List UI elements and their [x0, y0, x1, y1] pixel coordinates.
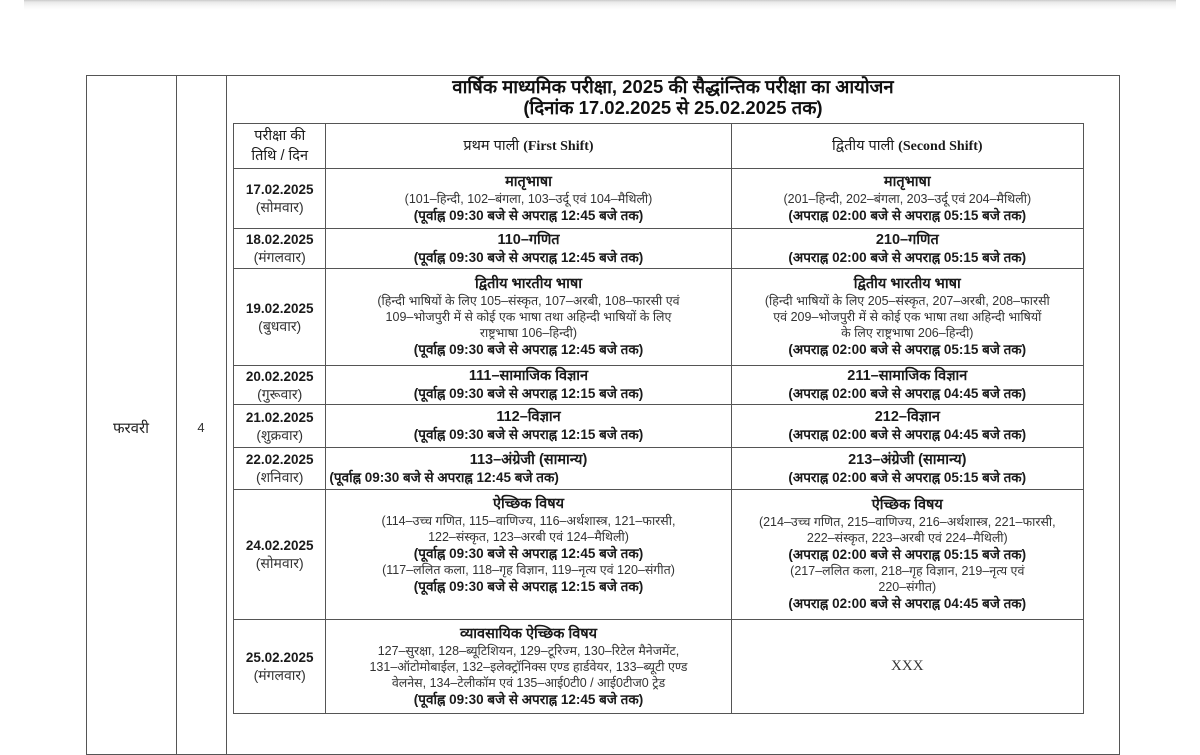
subject: 211–सामाजिक विज्ञान [847, 368, 968, 384]
date-cell [234, 448, 326, 490]
exam-date: 18.02.2025 [245, 232, 314, 247]
header-second-hi: द्वितीय पाली [832, 137, 895, 154]
date-cell [234, 229, 326, 269]
first-shift-cell [326, 169, 731, 229]
header-date-line1: परीक्षा की [254, 128, 306, 144]
subject-codes: के लिए राष्ट्रभाषा 206–हिन्दी) [841, 326, 974, 340]
exam-day: (सोमवार) [255, 555, 304, 571]
exam-time: (अपराह्न 02:00 बजे से अपराह्न 04:45 बजे तक) [788, 386, 1027, 401]
header-second-shift [731, 124, 1083, 169]
header-date-line2: तिथि / दिन [251, 148, 309, 164]
header-date [234, 124, 326, 169]
exam-time: (पूर्वाह्न 09:30 बजे से अपराह्न 12:45 बजे तक) [329, 469, 559, 485]
subject-codes: 220–संगीत) [878, 580, 937, 594]
count-cell: 4 [197, 420, 205, 435]
exam-time: (अपराह्न 02:00 बजे से अपराह्न 04:45 बजे तक) [788, 596, 1027, 611]
exam-date: 17.02.2025 [245, 182, 314, 197]
first-shift-cell [326, 448, 731, 490]
exam-time: (पूर्वाह्न 09:30 बजे से अपराह्न 12:45 बजे तक) [413, 249, 644, 265]
subject-codes: (214–उच्च गणित, 215–वाणिज्य, 216–अर्थशास्त्र, 221–फारसी, [758, 515, 1056, 529]
subject: 112–विज्ञान [496, 409, 561, 425]
table-row [234, 448, 1084, 490]
date-cell [234, 620, 326, 714]
second-shift-cell [731, 229, 1083, 269]
exam-time: (पूर्वाह्न 09:30 बजे से अपराह्न 12:15 बजे तक) [413, 386, 644, 401]
exam-day: (बुधवार) [258, 317, 302, 334]
exam-time: (अपराह्न 02:00 बजे से अपराह्न 05:15 बजे तक) [788, 342, 1027, 357]
exam-day: (मंगलवार) [253, 249, 306, 265]
title-line-1: वार्षिक माध्यमिक परीक्षा, 2025 की सैद्धांन्तिक परीक्षा का आयोजन [452, 76, 894, 97]
subject-codes: (101–हिन्दी, 102–बंगला, 103–उर्दू एवं 104–मैथिली) [404, 191, 653, 206]
second-shift-cell [731, 269, 1083, 366]
header-first-shift [326, 124, 731, 169]
exam-time: (पूर्वाह्न 09:30 बजे से अपराह्न 12:45 बजे तक) [413, 342, 644, 357]
first-shift-cell [326, 229, 731, 269]
date-cell [234, 366, 326, 405]
subject-codes: (हिन्दी भाषियों के लिए 205–संस्कृत, 207–अरबी, 208–फारसी [764, 294, 1050, 308]
exam-day: (शुक्रवार) [256, 426, 304, 443]
exam-time: (पूर्वाह्न 09:30 बजे से अपराह्न 12:15 बजे तक) [413, 427, 644, 442]
subject: ऐच्छिक विषय [871, 497, 943, 513]
subject-codes: (217–ललित कला, 218–गृह विज्ञान, 219–नृत्य एवं [790, 564, 1025, 578]
subject-codes: (हिन्दी भाषियों के लिए 105–संस्कृत, 107–अरबी, 108–फारसी एवं [377, 294, 680, 308]
table-row [234, 169, 1084, 229]
exam-time: (अपराह्न 02:00 बजे से अपराह्न 05:15 बजे तक) [788, 249, 1027, 265]
first-shift-cell [326, 620, 731, 714]
exam-date: 22.02.2025 [245, 452, 314, 467]
exam-time: (अपराह्न 02:00 बजे से अपराह्न 05:15 बजे तक) [788, 469, 1027, 485]
subject-codes: 109–भोजपुरी में से कोई एक भाषा तथा अहिन्दी भाषियों के लिए [385, 310, 672, 324]
date-cell [234, 169, 326, 229]
second-shift-cell [731, 366, 1083, 405]
page-top-shadow [24, 0, 1176, 10]
subject: 210–गणित [875, 231, 939, 248]
subject-codes: एवं 209–भोजपुरी में से कोई एक भाषा तथा अहिन्दी भाषियों [773, 310, 1042, 324]
exam-day: (गुरूवार) [257, 385, 303, 402]
first-shift-cell [326, 269, 731, 366]
subject: 113–अंग्रेजी (सामान्य) [469, 451, 588, 468]
exam-day: (मंगलवार) [253, 667, 306, 683]
date-cell [234, 490, 326, 620]
header-row [234, 124, 1084, 169]
subject: व्यावसायिक ऐच्छिक विषय [459, 625, 598, 642]
subject: ऐच्छिक विषय [492, 496, 565, 512]
subject-codes: 131–ऑटोमोबाईल, 132–इलेक्ट्रॉनिक्स एण्ड हार्डवेयर, 133–ब्यूटी एण्ड [369, 659, 688, 674]
second-shift-cell [731, 620, 1083, 714]
exam-schedule-table [233, 123, 1084, 714]
exam-time: (पूर्वाह्न 09:30 बजे से अपराह्न 12:45 बजे तक) [413, 546, 644, 561]
table-row [234, 269, 1084, 366]
second-shift-cell [731, 490, 1083, 620]
subject-codes: 222–संस्कृत, 223–अरबी एवं 224–मैथिली) [806, 531, 1008, 545]
subject-codes: 122–संस्कृत, 123–अरबी एवं 124–मैथिली) [428, 530, 629, 544]
header-first-en: (First Shift) [523, 138, 594, 154]
subject-codes: वेलनेस, 134–टेलीकॉम एवं 135–आई0टी0 / आई0टीज0 ट्रेड [391, 675, 666, 690]
header-second-en: (Second Shift) [898, 138, 983, 154]
first-shift-cell [326, 490, 731, 620]
header-first-hi: प्रथम पाली [463, 137, 520, 154]
subject: 111–सामाजिक विज्ञान [468, 368, 589, 384]
subject: मातृभाषा [883, 173, 931, 190]
not-applicable-marker: XXX [891, 658, 924, 674]
exam-date: 20.02.2025 [245, 368, 314, 384]
month-cell: फरवरी [112, 420, 150, 437]
date-cell [234, 405, 326, 448]
page-title [226, 76, 1120, 118]
exam-date: 25.02.2025 [245, 650, 314, 665]
table-row [234, 229, 1084, 269]
table-row [234, 366, 1084, 405]
exam-date: 24.02.2025 [245, 538, 314, 553]
exam-day: (शनिवार) [256, 469, 304, 485]
subject-codes: 127–सुरक्षा, 128–ब्यूटिशियन, 129–टूरिज्म, 130–रिटेल मैनेजमेंट, [377, 643, 680, 658]
exam-date: 21.02.2025 [245, 409, 314, 425]
exam-time: (पूर्वाह्न 09:30 बजे से अपराह्न 12:45 बजे तक) [413, 691, 644, 707]
subject-codes: (114–उच्च गणित, 115–वाणिज्य, 116–अर्थशास्त्र, 121–फारसी, [381, 514, 676, 528]
subject-codes: (201–हिन्दी, 202–बंगला, 203–उर्दू एवं 204–मैथिली) [783, 191, 1032, 206]
column-divider [176, 75, 177, 755]
subject: 110–गणित [497, 231, 560, 248]
table-row [234, 405, 1084, 448]
exam-time: (पूर्वाह्न 09:30 बजे से अपराह्न 12:45 बजे तक) [413, 207, 644, 223]
subject: द्वितीय भारतीय भाषा [853, 276, 961, 292]
subject: मातृभाषा [505, 173, 552, 190]
second-shift-cell [731, 169, 1083, 229]
date-cell [234, 269, 326, 366]
subject: द्वितीय भारतीय भाषा [475, 276, 582, 292]
exam-time: (अपराह्न 02:00 बजे से अपराह्न 04:45 बजे तक) [788, 427, 1027, 442]
exam-time: (पूर्वाह्न 09:30 बजे से अपराह्न 12:15 बजे तक) [413, 579, 644, 594]
table-row [234, 490, 1084, 620]
second-shift-cell [731, 405, 1083, 448]
title-line-2: (दिनांक 17.02.2025 से 25.02.2025 तक) [523, 97, 823, 118]
exam-day: (सोमवार) [255, 199, 304, 215]
subject: 212–विज्ञान [874, 409, 940, 425]
column-divider [226, 75, 227, 755]
exam-date: 19.02.2025 [245, 300, 314, 316]
subject-codes: राष्ट्रभाषा 106–हिन्दी) [479, 326, 578, 340]
exam-time: (अपराह्न 02:00 बजे से अपराह्न 05:15 बजे तक) [788, 547, 1027, 562]
table-row [234, 620, 1084, 714]
exam-time: (अपराह्न 02:00 बजे से अपराह्न 05:15 बजे तक) [788, 207, 1027, 223]
subject-codes: (117–ललित कला, 118–गृह विज्ञान, 119–नृत्य एवं 120–संगीत) [382, 563, 675, 577]
first-shift-cell [326, 405, 731, 448]
subject: 213–अंग्रेजी (सामान्य) [848, 451, 967, 468]
second-shift-cell [731, 448, 1083, 490]
first-shift-cell [326, 366, 731, 405]
